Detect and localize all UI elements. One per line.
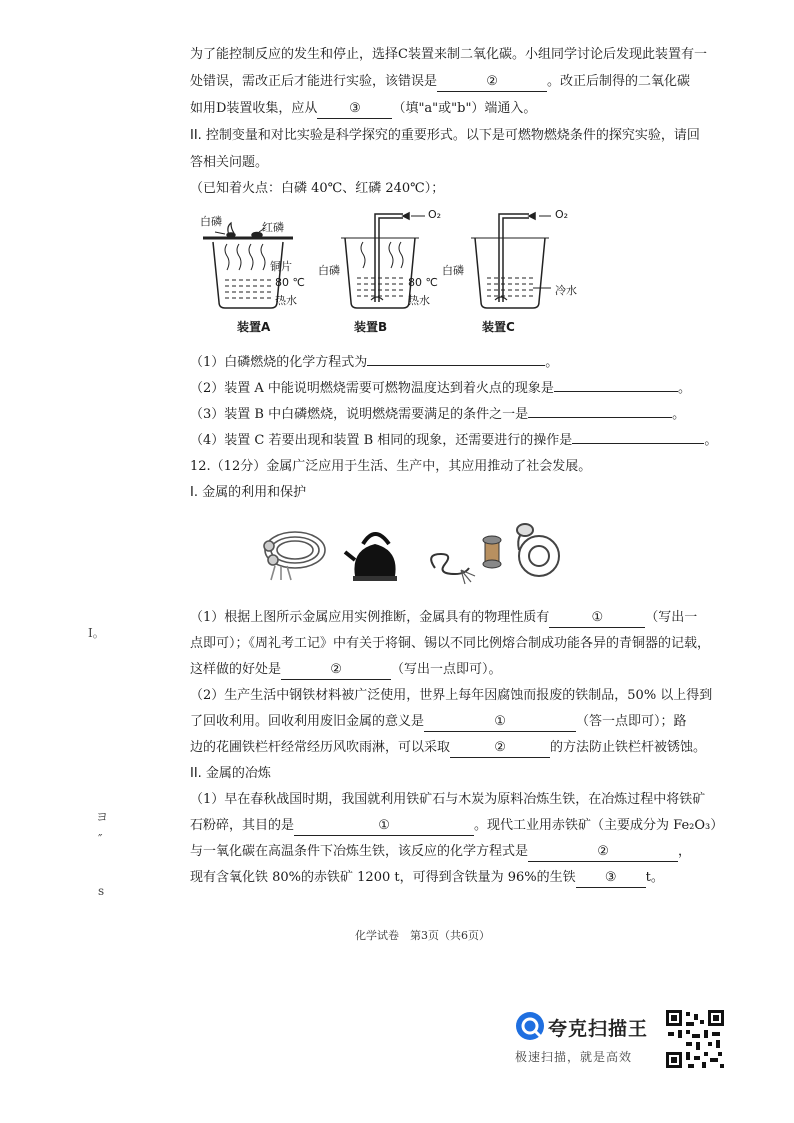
french-horn-image: [517, 524, 559, 576]
label-temp-b: 80 ℃: [408, 276, 438, 289]
label-cold-water-c: 冷水: [555, 284, 577, 297]
answer-blank[interactable]: [367, 365, 545, 366]
label-white-phosphorus-b: 白磷: [318, 264, 340, 277]
question-4: （4）装置 C 若要出现和装置 B 相同的现象，还需要进行的操作是 。: [190, 433, 718, 448]
text-line: 边的花圃铁栏杆经常经历风吹雨淋，可以采取 ② 的方法防止铁栏杆被锈蚀。: [190, 739, 706, 758]
text-line: （1）早在春秋战国时期，我国就利用铁矿石与木炭为原料冶炼生铁，在冶炼过程中将铁矿: [190, 792, 706, 807]
answer-blank[interactable]: ①: [294, 817, 474, 836]
label-water-a: 热水: [275, 294, 297, 307]
text-line: 了回收利用。回收利用废旧金属的意义是 ① （答一点即可）；路: [190, 713, 687, 732]
answer-blank[interactable]: ③: [317, 100, 392, 119]
qr-code-icon: [664, 1008, 726, 1070]
metal-items-figure: [255, 520, 565, 590]
kettle-image: [345, 534, 397, 581]
scanner-logo-icon: [514, 1010, 546, 1042]
text-line: 与一氧化碳在高温条件下冶炼生铁，该反应的化学方程式是 ② ，: [190, 843, 691, 862]
answer-blank[interactable]: ②: [528, 843, 678, 862]
label-white-phosphorus-c: 白磷: [442, 264, 464, 277]
text-line: 如用D装置收集，应从 ③ （填"a"或"b"）端通入。: [190, 100, 536, 119]
caption-apparatus-b: 装置B: [354, 320, 388, 334]
scanner-watermark: [512, 1008, 742, 1070]
label-copper-sheet-a: 铜片: [270, 260, 292, 273]
question-2: （2）装置 A 中能说明燃烧需要可燃物温度达到着火点的现象是 。: [190, 381, 691, 396]
text-line: 答相关问题。: [190, 155, 269, 170]
answer-blank[interactable]: ①: [424, 713, 576, 732]
answer-blank[interactable]: ①: [549, 609, 645, 628]
text-line: 为了能控制反应的发生和停止，选择C装置来制二氧化碳。小组同学讨论后发现此装置有一: [190, 47, 707, 62]
page-footer: 化学试卷 第3页（共6页）: [355, 929, 490, 942]
scanner-brand-name: 夸克扫描王: [548, 1018, 649, 1040]
margin-mark: ″: [98, 832, 103, 846]
caption-apparatus-a: 装置A: [237, 320, 271, 334]
answer-blank[interactable]: [554, 391, 678, 392]
question-1: （1）白磷燃烧的化学方程式为 。: [190, 355, 559, 370]
answer-blank[interactable]: [572, 443, 704, 444]
text-line: （已知着火点：白磷 40℃、红磷 240℃）；: [190, 181, 445, 196]
question-3: （3）装置 B 中白磷燃烧，说明燃烧需要满足的条件之一是 。: [190, 407, 686, 422]
label-o2-c: O₂: [555, 208, 569, 221]
margin-mark: s: [98, 884, 105, 898]
text-line: 点即可）；《周礼考工记》中有关于将铜、锡以不同比例熔合制成功能各异的青铜器的记载，: [190, 636, 711, 651]
wire-spool-image: [431, 536, 501, 584]
label-temp-a: 80 ℃: [275, 276, 305, 289]
text-line: 这样做的好处是 ② （写出一点即可）。: [190, 661, 502, 680]
label-white-phosphorus-a: 白磷: [200, 215, 222, 228]
question-12: 12.（12分）金属广泛应用于生活、生产中，其应用推动了社会发展。: [190, 459, 592, 474]
wire-cable-image: [264, 532, 325, 580]
answer-blank[interactable]: [528, 417, 672, 418]
answer-blank[interactable]: ②: [450, 739, 550, 758]
caption-apparatus-c: 装置C: [482, 320, 515, 334]
margin-mark: I。: [88, 626, 105, 640]
text-line: （1）根据上图所示金属应用实例推断，金属具有的物理性质有 ① （写出一: [190, 609, 697, 628]
answer-blank[interactable]: ②: [281, 661, 391, 680]
section-heading: II. 控制变量和对比实验是科学探究的重要形式。以下是可燃物燃烧条件的探究实验，请回: [190, 128, 700, 143]
margin-mark: ヨ: [96, 810, 109, 824]
text-line: 现有含氧化铁 80%的赤铁矿 1200 t，可得到含铁量为 96%的生铁 ③ t。: [190, 869, 664, 888]
text-line: 处错误，需改正后才能进行实验，该错误是 ② 。改正后制得的二氧化碳: [190, 73, 690, 92]
label-o2-b: O₂: [428, 208, 442, 221]
section-heading: II. 金属的冶炼: [190, 766, 271, 781]
section-heading: I. 金属的利用和保护: [190, 485, 307, 500]
answer-blank[interactable]: ③: [576, 869, 646, 888]
text-line: 石粉碎，其目的是 ① 。现代工业用赤铁矿（主要成分为 Fe₂O₃）: [190, 817, 723, 836]
text-line: （2）生产生活中钢铁材料被广泛使用，世界上每年因腐蚀而报废的铁制品，50% 以上得到: [190, 688, 713, 703]
apparatus-c: [471, 213, 551, 308]
scanner-tagline: 极速扫描，就是高效: [515, 1050, 633, 1064]
answer-blank[interactable]: ②: [437, 73, 547, 92]
label-water-b: 热水: [408, 294, 430, 307]
label-red-phosphorus-a: 红磷: [262, 221, 284, 234]
